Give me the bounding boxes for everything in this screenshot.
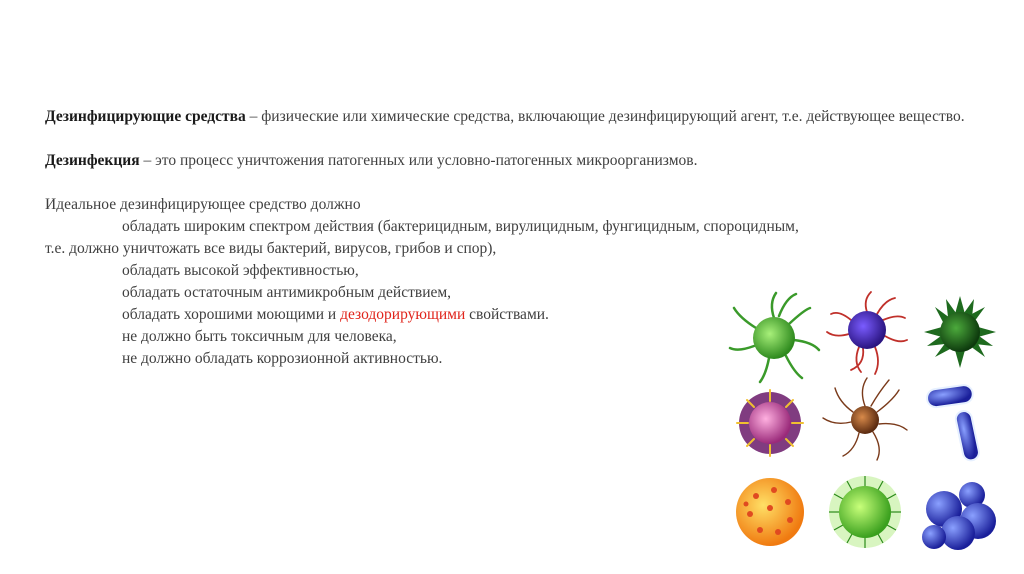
green-virus-icon	[730, 293, 819, 382]
disinfectants-term: Дезинфицирующие средства	[45, 108, 246, 125]
ideal-item-detergent: обладать хорошими моющими и дезодорирующими свойствами.	[122, 306, 549, 323]
ideal-item-efficiency: обладать высокой эффективностью,	[122, 262, 359, 279]
green-sphere-virus-icon	[829, 476, 901, 548]
ideal-item-residual: обладать остаточным антимикробным действием,	[122, 284, 452, 301]
orange-virus-icon	[736, 478, 804, 546]
ideal-item-spectrum: обладать широким спектром действия (бактерицидным, вирулицидным, фунгицидным, спороцидным,	[122, 218, 799, 235]
dark-green-virus-icon	[924, 296, 996, 368]
ideal-intro: Идеальное дезинфицирующее средство должно	[45, 196, 361, 213]
blue-bacteria-icon	[925, 383, 982, 463]
blue-cocci-icon	[922, 482, 996, 550]
brown-microbe-icon	[823, 378, 907, 460]
ideal-item-noncorrosive: не должно обладать коррозионной активностью.	[122, 350, 443, 367]
ideal-item-spectrum-cont: т.е. должно уничтожать все виды бактерий, вирусов, грибов и спор),	[45, 240, 497, 257]
disinfectants-definition	[45, 106, 985, 128]
ideal-item-nontoxic: не должно быть токсичным для человека,	[122, 328, 397, 345]
disinfection-term: Дезинфекция	[45, 152, 140, 169]
purple-virus-icon	[827, 292, 907, 374]
microbes-illustration	[722, 290, 1012, 560]
pink-virus-icon	[737, 390, 803, 456]
deodorizing-highlight: дезодорирующими	[340, 306, 466, 323]
disinfection-definition	[45, 150, 985, 172]
disinfectants-text: – физические или химические средства, включающие дезинфицирующий агент, т.е. действующее вещество.	[245, 108, 965, 125]
disinfection-text: – это процесс уничтожения патогенных или условно-патогенных микроорганизмов.	[139, 152, 698, 169]
